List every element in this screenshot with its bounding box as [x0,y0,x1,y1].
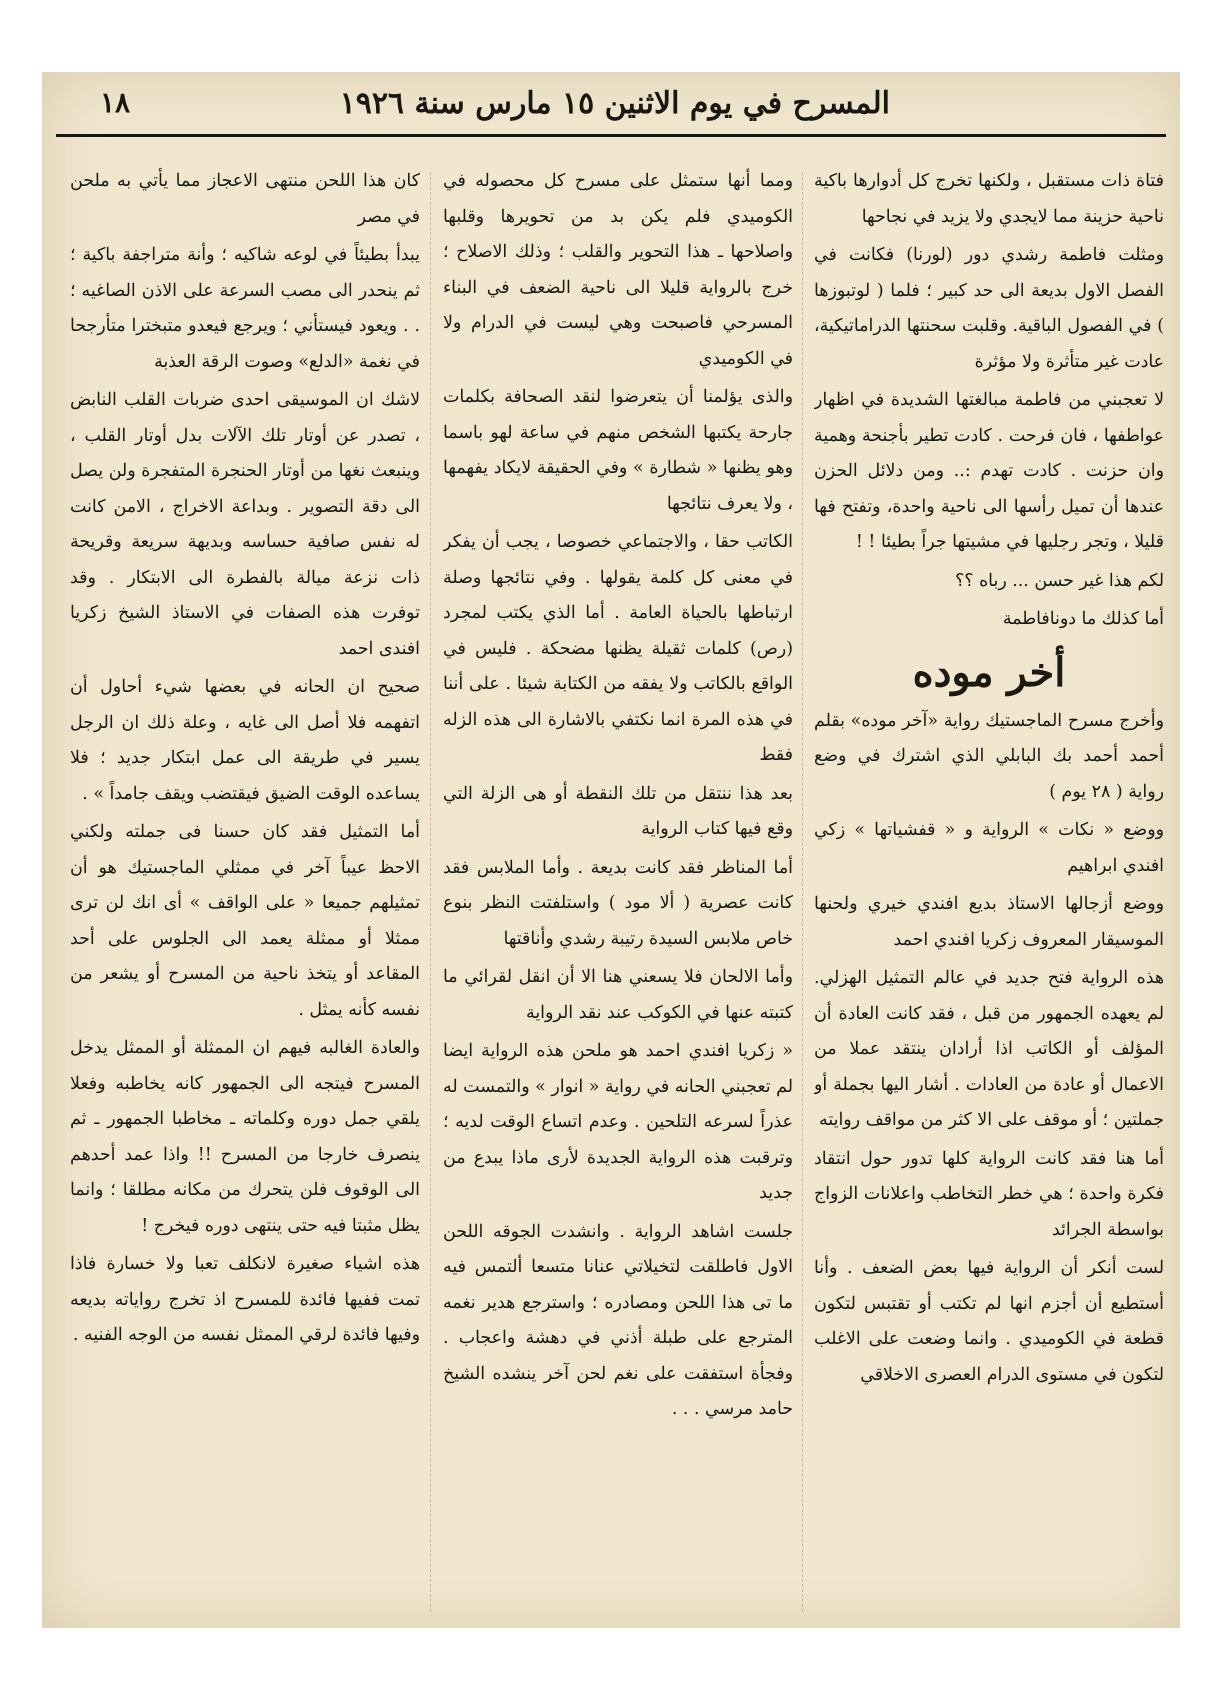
column-left [70,164,420,1624]
article-paragraph: أما التمثيل فقد كان حسنا فى جملته ولكني الاحظ عيباً آخر في ممثلي الماجستيك هو أن تمثيلهم جميعا « على الواقف » أى انك لن ترى ممثلا أو ممثلة يعمد الى الجلوس على أحد المقاعد أو يتخذ ناحية من المسرح أو يشعر من نفسه كأنه يمثل . [70,822,420,1020]
article-paragraph: أما كذلك ما دونافاطمة [1002,609,1164,629]
newspaper-page [42,72,1180,1628]
article-paragraph: ووضع « نكات » الرواية و « قفشياتها » زكي افندي ابراهيم [814,820,1164,876]
column-divider [430,172,431,1612]
article-paragraph: هذه اشياء صغيرة لانكلف تعبا ولا خسارة فاذا تمت ففيها فائدة للمسرح اذ تخرج رواياته بديعه وفيها فائدة لرقي الممثل نفسه من الوجه الفنيه . [70,1254,420,1345]
article-paragraph: جلست اشاهد الرواية . وانشدت الجوقه اللحن الاول فاطلقت لتخيلاتي عنانا متسعا ألتمس فيه ما تى هذا اللحن ومصادره ؛ واسترجع هدير نغمه المترجع على طبلة أذني في دهشة واعجاب . وفجأة استفقت على نغم لحن آخر ينشده الشيخ حامد مرسي . . . [443,1221,793,1419]
article-paragraph: لكم هذا غير حسن ... رباه ؟؟ [955,570,1164,591]
article-paragraph: وأما الالحان فلا يسعني هنا الا أن انقل لقرائي ما كتبته عنها في الكوكب عند نقد الرواية [443,967,793,1023]
article-paragraph: لا تعجبني من فاطمة مبالغتها الشديدة في اظهار عواطفها ، فان فرحت . كادت تطير بأجنحة وهمية وان حزنت . كادت تهدم :.. ومن دلائل الحزن عندها أن تميل رأسها الى ناحية واحدة، وتفتح فها قليلا ، وتجر رجليها في مشيتها جراً بطيئا ! ! [814,390,1164,552]
article-paragraph: ومما أنها ستمثل على مسرح كل محصوله في الكوميدي فلم يكن بد من تحويرها وقلبها واصلاحها ـ هذا التحوير والقلب ؛ وذلك الاصلاح ؛ خرج بالرواية قليلا الى ناحية الضعف في البناء المسرحي فاصبحت وهي ليست في الدرام ولا في الكوميدي [443,171,793,369]
article-paragraph: ومثلت فاطمة رشدي دور (لورنا) فكانت في الفصل الاول بديعة الى حد كبير ؛ فلما ( لوتبوزها ) في الفصول الباقية. وقلبت سحنتها الدراماتيكية، عادت غير متأثرة ولا مؤثرة [814,245,1164,372]
column-right [814,164,1164,1624]
article-paragraph: والذى يؤلمنا أن يتعرضوا لنقد الصحافة بكلمات جارحة يكتبها الشخص منهم في ساعة لهو باسما وهو يظنها « شطارة » وفي الحقيقة لايكاد يفهمها ، ولا يعرف نتائجها [443,387,793,514]
article-paragraph: والعادة الغالبه فيهم ان الممثلة أو الممثل يدخل المسرح فيتجه الى الجمهور كانه يخاطبه وفعلا يلقي جمل دوره وكلماته ـ مخاطبا الجمهور ـ ثم ينصرف خارجا من المسرح !! واذا عمد أحدهم الى الوقوف فلن يتحرك من مكانه مطلقا ؛ وانما يظل مثبتا فيه حتى ينتهى دوره فيخرج ! [70,1038,420,1236]
column-right-text-after [814,704,1164,1394]
header-title: المسرح في يوم الاثنين ١٥ مارس سنة ١٩٢٦ [339,86,890,121]
article-paragraph: هذه الرواية فتح جديد في عالم التمثيل الهزلي. لم يعهده الجمهور من قبل ، فقد كانت العادة أن المؤلف أو الكاتب اذا أرادان ينتقد عملا من الاعمال أو عادة من العادات . أشار اليها بجملة أو جملتين ؛ أو موقف على الا كثر من مواقف روايته [814,968,1164,1130]
column-right-text-before [814,164,1164,638]
page-header [42,72,1180,138]
page-number: ١٨ [100,86,131,119]
article-paragraph: لست أنكر أن الرواية فيها بعض الضعف . وأنا أستطيع أن أجزم انها لم تكتب أو تقتبس لتكون قطعة في الكوميدي . وانما وضعت على الاغلب لتكون في مستوى الدرام العصرى الاخلاقي [814,1258,1164,1385]
article-paragraph: ووضع أزجالها الاستاذ بديع افندي خيري ولحنها الموسيقار المعروف زكريا افندي احمد [814,894,1164,950]
header-rule [56,134,1166,137]
column-divider [802,172,803,1612]
article-paragraph: وأخرج مسرح الماجستيك رواية «آخر موده» بقلم أحمد أحمد بك البابلي الذي اشترك في وضع رواية ( ٢٨ يوم ) [814,710,1164,802]
article-paragraph: كان هذا اللحن منتهى الاعجاز مما يأتي به ملحن في مصر [70,171,420,227]
article-paragraph: يبدأ بطيئاً في لوعه شاكيه ؛ وأنة متراجفة باكية ؛ ثم ينحدر الى مصب السرعة على الاذن الصاغيه ؛ . . ويعود فيستأني ؛ ويرجع فيعدو متبخترا متأرجحا في نغمة «الدلع» وصوت الرقة العذبة [70,245,420,372]
article-paragraph: أما المناظر فقد كانت بديعة . وأما الملابس فقد كانت عصرية ( ألا مود ) واستلفتت النظر بنوع خاص ملابس السيدة رتيبة رشدي وأناقتها [443,857,793,949]
article-paragraph: لاشك ان الموسيقى احدى ضربات القلب النابض ، تصدر عن أوتار تلك الآلات بدل أوتار القلب ، وينبعث نغها من أوتار الحنجرة المتفجرة ولن يصل الى دقة التصوير . وبداعة الاخراج ، الامن كانت له نفس صافية حساسه وبديهة سريعة وقريحة ذات نزعة ميالة بالفطرة الى الابتكار . وقد توفرت هذه الصفات في الاستاذ الشيخ زكريا افندى احمد [70,390,420,659]
article-paragraph: بعد هذا ننتقل من تلك النقطة أو هى الزلة التي وقع فيها كتاب الرواية [443,783,793,839]
article-paragraph: فتاة ذات مستقبل ، ولكنها تخرج كل أدوارها باكية ناحية حزينة مما لايجدي ولا يزيد في نجاحها [814,171,1164,227]
article-columns [66,164,1166,1624]
article-paragraph: « زكريا افندي احمد هو ملحن هذه الرواية ايضا لم تعجبني الحانه في رواية « انوار » والتمست له عذراً لسرعه التلحين . وعدم اتساع الوقت لديه ؛ وترقبت هذه الرواية الجديدة لأرى ماذا يبدع من جديد [443,1041,793,1203]
article-paragraph: أما هنا فقد كانت الرواية كلها تدور حول انتقاد فكرة واحدة ؛ هي خطر التخاطب واعلانات الزواج بواسطة الجرائد [814,1148,1164,1240]
section-heading: أخر موده [912,648,1066,696]
article-paragraph: صحيح ان الحانه في بعضها شيء أحاول أن اتفهمه فلا أصل الى غايه ، وعلة ذلك ان الرجل يسير في طريقة الى عمل ابتكار جديد ؛ فلا يساعده الوقت الضيق فيقتضب ويقف جامداً » . [70,677,420,804]
column-middle-text [443,164,793,1428]
column-middle [443,164,793,1624]
column-left-text [70,164,420,1354]
article-paragraph: الكاتب حقا ، والاجتماعي خصوصا ، يجب أن يفكر في معنى كل كلمة يقولها . وفي نتائجها وصلة ارتباطها بالحياة العامة . أما الذي يكتب لمجرد (رص) كلمات ثقيلة يظنها مضحكة . فليس في الواقع بالكاتب ولا يفقه من الكتابة شيئا . على أننا في هذه المرة انما نكتفي بالاشارة الى هذه الزله فقط [443,532,793,765]
